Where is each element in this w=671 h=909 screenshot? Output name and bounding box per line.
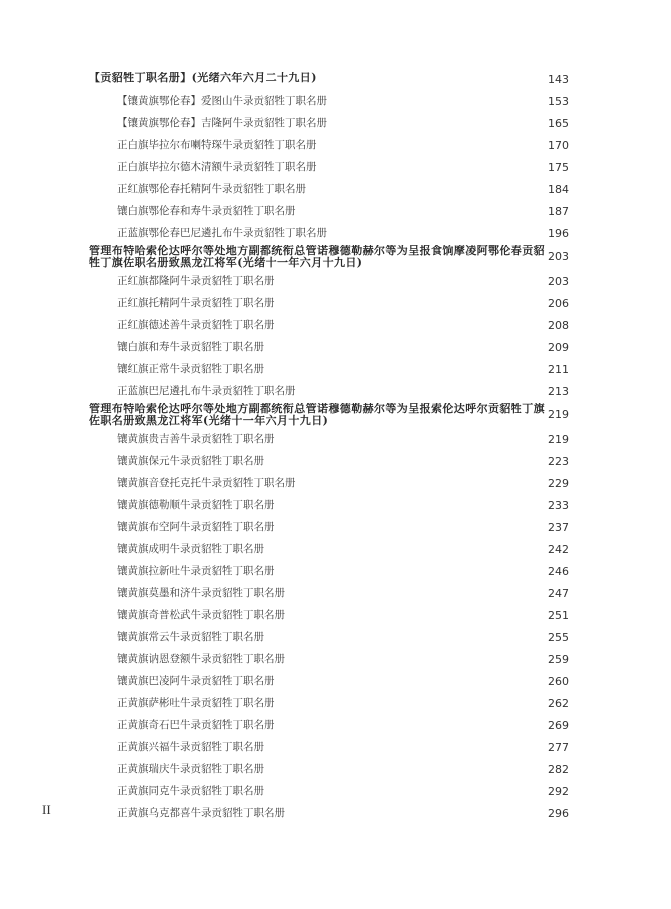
toc-page-number: 282 [548,763,569,776]
toc-entry[interactable] [0,736,671,758]
toc-entry-title: 镶黄旗贵吉善牛录贡貂牲丁职名册 [117,433,275,445]
toc-entry-title: 镶黄旗布空阿牛录贡貂牲丁职名册 [117,521,275,533]
toc-heading-title: 【贡貂牲丁职名册】(光绪六年六月二十九日) [89,72,317,84]
toc-entry[interactable] [0,428,671,450]
toc-entry-title: 正黄旗瑞庆牛录贡貂牲丁职名册 [117,763,264,775]
toc-entry-title: 镶黄旗巴凌阿牛录贡貂牲丁职名册 [117,675,275,687]
toc-entry-title: 正白旗毕拉尔布喇特琛牛录贡貂牲丁职名册 [117,139,317,151]
toc-entry[interactable] [0,134,671,156]
toc-entry[interactable] [0,582,671,604]
toc-page-number: 203 [548,275,569,288]
toc-page-number: 208 [548,319,569,332]
toc-entry[interactable] [0,472,671,494]
toc-page-number: 269 [548,719,569,732]
toc-entry-title: 【镶黄旗鄂伦春】吉隆阿牛录贡貂牲丁职名册 [117,117,327,129]
toc-page-number: 219 [548,433,569,446]
toc-heading[interactable] [0,402,671,428]
toc-page-number: 143 [548,73,569,86]
toc-page-number: 170 [548,139,569,152]
toc-entry[interactable] [0,156,671,178]
toc-entry-title: 正蓝旗鄂伦春巴尼遴扎布牛录贡貂牲丁职名册 [117,227,327,239]
toc-entry-title: 正蓝旗巴尼遴扎布牛录贡貂牲丁职名册 [117,385,296,397]
table-of-contents [0,68,671,824]
toc-entry[interactable] [0,380,671,402]
toc-page-number: 196 [548,227,569,240]
toc-page-number: 206 [548,297,569,310]
toc-entry-title: 正黄旗同克牛录贡貂牲丁职名册 [117,785,264,797]
toc-entry-title: 正红旗德述善牛录贡貂牲丁职名册 [117,319,275,331]
toc-entry[interactable] [0,648,671,670]
toc-page-number: 223 [548,455,569,468]
toc-entry-title: 正红旗鄂伦春托精阿牛录贡貂牲丁职名册 [117,183,306,195]
toc-entry-title: 正红旗都隆阿牛录贡貂牲丁职名册 [117,275,275,287]
toc-entry-title: 正黄旗奇石巴牛录贡貂牲丁职名册 [117,719,275,731]
toc-entry[interactable] [0,626,671,648]
toc-page-number: 262 [548,697,569,710]
toc-page-number: 165 [548,117,569,130]
toc-page-number: 233 [548,499,569,512]
toc-page-number: 277 [548,741,569,754]
toc-entry-title: 镶黄旗奇普松武牛录贡貂牲丁职名册 [117,609,285,621]
toc-page-number: 260 [548,675,569,688]
toc-heading-title: 管理布特哈索伦达呼尔等处地方副都统衔总管诺穆德勒赫尔等为呈报食饷摩凌阿鄂伦春贡貂牲丁旗佐职名册致黑龙江将军(光绪十一年六月十九日) [89,245,545,269]
toc-entry-title: 镶白旗和寿牛录贡貂牲丁职名册 [117,341,264,353]
toc-entry[interactable] [0,802,671,824]
toc-entry[interactable] [0,292,671,314]
toc-page-number: 292 [548,785,569,798]
toc-page-number: 247 [548,587,569,600]
toc-entry[interactable] [0,758,671,780]
toc-entry-title: 镶黄旗德勒顺牛录贡貂牲丁职名册 [117,499,275,511]
toc-heading-title: 管理布特哈索伦达呼尔等处地方副都统衔总管诺穆德勒赫尔等为呈报索伦达呼尔贡貂牲丁旗佐职名册致黑龙江将军(光绪十一年六月十九日) [89,403,545,427]
page-marker: II [42,802,51,817]
toc-page-number: 175 [548,161,569,174]
toc-page-number: 229 [548,477,569,490]
toc-heading[interactable] [0,68,671,90]
toc-page-number: 246 [548,565,569,578]
toc-entry[interactable] [0,494,671,516]
toc-entry[interactable] [0,178,671,200]
toc-entry-title: 镶黄旗音登托克托牛录贡貂牲丁职名册 [117,477,296,489]
toc-entry-title: 镶黄旗保元牛录贡貂牲丁职名册 [117,455,264,467]
toc-entry[interactable] [0,604,671,626]
toc-entry[interactable] [0,336,671,358]
toc-entry[interactable] [0,222,671,244]
toc-entry[interactable] [0,270,671,292]
toc-entry-title: 正黄旗乌克都喜牛录贡貂牲丁职名册 [117,807,285,819]
toc-entry-title: 镶白旗鄂伦春和寿牛录贡貂牲丁职名册 [117,205,296,217]
toc-page-number: 242 [548,543,569,556]
toc-entry-title: 镶黄旗莫墨和济牛录贡貂牲丁职名册 [117,587,285,599]
toc-entry-title: 镶黄旗常云牛录贡貂牲丁职名册 [117,631,264,643]
toc-page-number: 259 [548,653,569,666]
toc-entry[interactable] [0,358,671,380]
toc-page-number: 219 [548,408,569,421]
toc-page-number: 211 [548,363,569,376]
toc-entry[interactable] [0,90,671,112]
toc-entry[interactable] [0,450,671,472]
toc-entry[interactable] [0,538,671,560]
toc-page-number: 213 [548,385,569,398]
toc-entry[interactable] [0,780,671,802]
toc-entry[interactable] [0,692,671,714]
toc-entry[interactable] [0,200,671,222]
toc-entry[interactable] [0,714,671,736]
toc-page-number: 237 [548,521,569,534]
toc-entry-title: 镶红旗正常牛录贡貂牲丁职名册 [117,363,264,375]
toc-entry-title: 【镶黄旗鄂伦春】爱图山牛录贡貂牲丁职名册 [117,95,327,107]
toc-entry-title: 正白旗毕拉尔德木清额牛录贡貂牲丁职名册 [117,161,317,173]
toc-entry-title: 镶黄旗讷恩登额牛录贡貂牲丁职名册 [117,653,285,665]
toc-entry-title: 镶黄旗成明牛录贡貂牲丁职名册 [117,543,264,555]
toc-entry[interactable] [0,112,671,134]
toc-entry[interactable] [0,670,671,692]
toc-page-number: 184 [548,183,569,196]
toc-page-number: 203 [548,250,569,263]
toc-page-number: 187 [548,205,569,218]
toc-page-number: 209 [548,341,569,354]
toc-entry[interactable] [0,314,671,336]
toc-entry[interactable] [0,516,671,538]
toc-entry-title: 正红旗托精阿牛录贡貂牲丁职名册 [117,297,275,309]
toc-entry-title: 正黄旗萨彬吐牛录贡貂牲丁职名册 [117,697,275,709]
toc-page-number: 296 [548,807,569,820]
toc-entry-title: 镶黄旗拉新吐牛录贡貂牲丁职名册 [117,565,275,577]
toc-heading[interactable] [0,244,671,270]
toc-page-number: 255 [548,631,569,644]
toc-entry[interactable] [0,560,671,582]
toc-page-number: 153 [548,95,569,108]
toc-page-number: 251 [548,609,569,622]
toc-entry-title: 正黄旗兴福牛录贡貂牲丁职名册 [117,741,264,753]
